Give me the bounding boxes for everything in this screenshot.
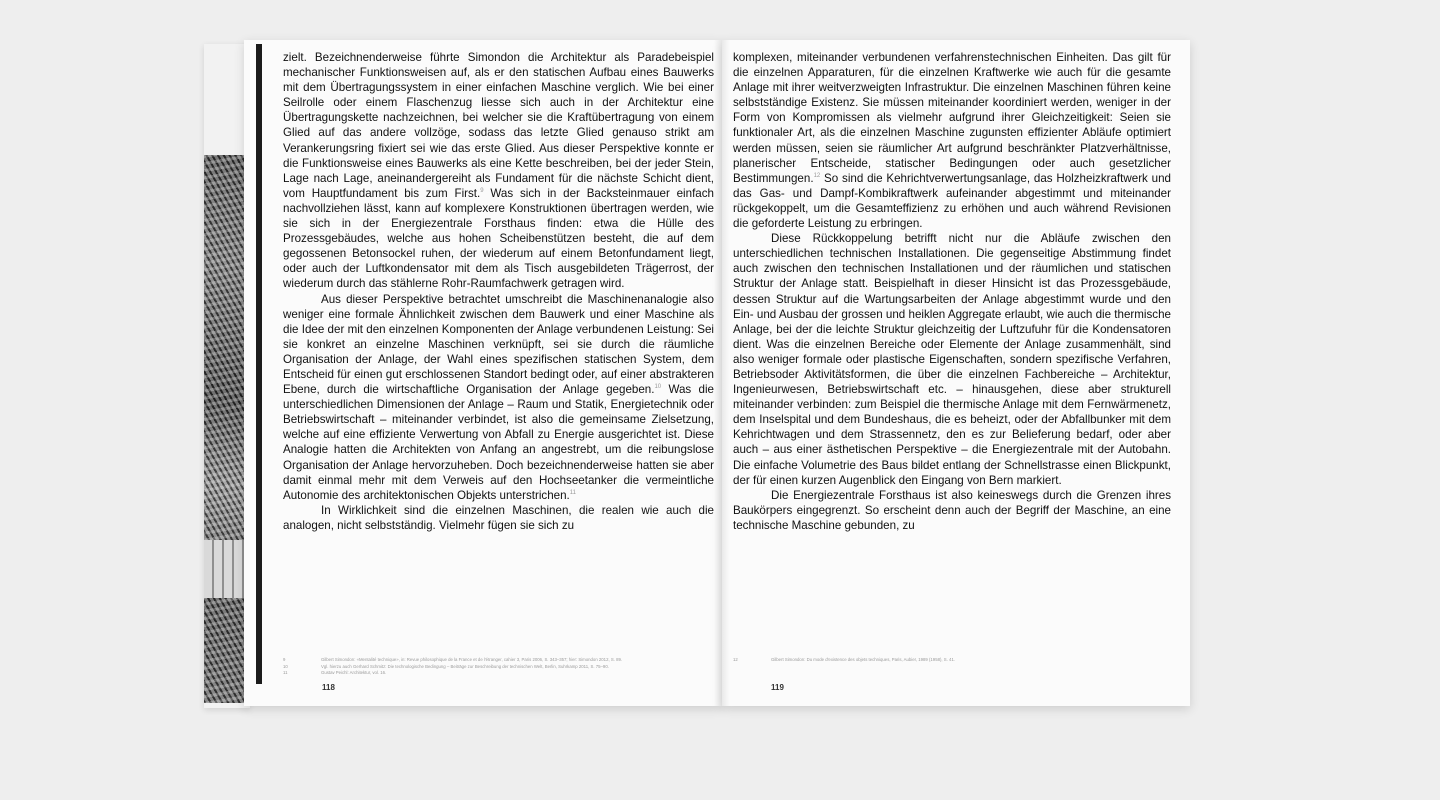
paragraph-text: Was sich in der Backsteinmauer einfach nachvollziehen lässt, kann auf komplexere Konstruktionen übertragen werden, wie sie sich in der Energiezentrale Forsthaus finden: etwa die Hülle des Prozessgebäudes, welche aus hohen Scheibenstützen besteht, die auf dem gegossenen Betonsockel ruhen, der wiederum auf einem Betonfundament liegt, oder auch der Luftkondensator mit dem als Tisch ausgebildeten Trägerrost, der wiederum durch das stählerne Rohr-Raumfachwerk getragen wird. — [283, 186, 714, 291]
footnote-text: Gustav Peichl: Architektur, vol. 16. — [321, 670, 387, 675]
footnote-reference: 11 — [569, 489, 577, 496]
paragraph-text: Was die unterschiedlichen Dimensionen der Anlage – Raum und Statik, Energietechnik oder Betriebswirtschaft – miteinander verbindet, ist also die gemeinsame Zielsetzung, welche auf eine effiziente Verwertung von Abfall zu Energie ausgerichtet ist. Diese Analogie hatten die Architekten von Anfang an angestrebt, um die reibungslose Organisation der Anlage hervorzuheben. Doch bezeichnenderweise hatten sie aber damit einmal mehr mit dem Verweis auf den Hochseetanker die vermeintliche Autonomie des architektonischen Objekts unterstrichen. — [283, 383, 714, 502]
left-footnotes — [283, 657, 711, 677]
footnote-number: 11 — [283, 670, 288, 675]
paragraph-text: So sind die Kehrichtverwertungsanlage, das Holzheizkraftwerk und das Gas- und Dampf-Kombikraftwerk aufeinander abgestimmt und miteinander rückgekoppelt, um die Gesamteffizienz zu erhöhen und auch während Revisionen die geforderte Leistung zu erbringen. — [733, 171, 1171, 231]
paragraph-text: Die Energiezentrale Forsthaus ist also keineswegs durch die Grenzen ihres Baukörpers eingegrenzt. So erscheint denn auch der Begriff der Maschine, an eine technische Maschine gebunden, zu — [733, 488, 1171, 532]
paragraph — [733, 50, 1171, 231]
paragraph — [283, 292, 714, 503]
left-page-body — [283, 50, 714, 533]
page-edge-bar — [256, 44, 262, 684]
footnote-reference: 10 — [654, 384, 662, 391]
footnote-text: Vgl. hierzu auch Gerhard Schmitz: Die technologische Bedingung – Beiträge zur Beschreibung der technischen Welt, Berlin, Suhrkamp 2011, S. 75–90. — [321, 663, 609, 669]
paragraph — [733, 231, 1171, 488]
building-photo-edge — [204, 155, 248, 703]
footnote-number: 9 — [283, 657, 286, 662]
paragraph — [283, 503, 714, 533]
footnote-reference: 12 — [813, 172, 821, 179]
footnote — [733, 657, 1171, 664]
paragraph — [733, 488, 1171, 533]
paragraph-text: zielt. Bezeichnenderweise führte Simondon die Architektur als Paradebeispiel mechanischer Funktionsweisen auf, als er den statischen Aufbau eines Bauwerks mit dem Übertragungssystem in einer einfachen Maschine verglich. Wie bei einer Seilrolle oder einem Flaschenzug liesse sich auch in der Architektur eine Übertragungskette nachzeichnen, bei welcher sie die Kraftübertragung von einem Glied auf das andere vollzöge, sodass das letzte Glied genauso strikt am Verankerungsring fixiert sei wie das erste Glied. Aus dieser Perspektive konnte er die Funktionsweise eines Bauwerks als eine Kette beschreiben, bei der jeder Stein, Lage nach Lage, aneinandergereiht als Fundament für die nächste Schicht dient, vom Hauptfundament bis zum First. — [283, 51, 714, 200]
paragraph-text: Diese Rückkoppelung betrifft nicht nur die Abläufe zwischen den unterschiedlichen technischen Installationen. Die gegenseitige Abstimmung findet auch zwischen den technischen Installationen und der räumlichen und statischen Struktur der Anlage statt. Beispielhaft in dieser Hinsicht ist das Prozessgebäude, dessen Struktur auf die Wartungsarbeiten der Anlage abgestimmt wurde und den Ein- und Ausbau der grossen und heiklen Aggregate erlaubt, wie auch die thermische Anlage, bei der die leichte Struktur gleichzeitig der Luftzufuhr für die Kondensatoren dient. Was die einzelnen Bereiche oder Elemente der Anlage zusammenhält, sind also weniger formale oder plastische Eigenschaften, sondern spezifische Verfahren, Betriebsoder Aktivitätsformen, die über die einzelnen Fachbereiche – Architektur, Ingenieurwesen, Betriebswirtschaft etc. – hinausgehen, diese aber strukturell miteinander verbinden: zum Beispiel die thermische Anlage mit dem Fernwärmenetz, dem Inselspital und dem Bundeshaus, die es beheizt, oder der Abfallbunker mit dem Kehrichtwagen und dem Strassennetz, den es zur Belieferung bedarf, oder aber auch – aus einer ästhetischen Perspektive – die Energiezentrale mit der Autobahn. Die einfache Volumetrie des Baus bildet entlang der Schnellstrasse einen Blickpunkt, der für einen kurzen Augenblick den Eingang von Bern markiert. — [733, 232, 1171, 487]
paragraph-text: In Wirklichkeit sind die einzelnen Maschinen, die realen wie auch die analogen, nicht selbstständig. Vielmehr fügen sie sich zu — [283, 503, 714, 532]
right-footnotes — [733, 657, 1171, 664]
footnote — [283, 670, 711, 677]
footnote-reference: 9 — [480, 187, 484, 194]
paragraph-text: Aus dieser Perspektive betrachtet umschreibt die Maschinenanalogie also weniger eine formale Ähnlichkeit zwischen dem Bauwerk und einer Maschine als die Idee der mit den einzelnen Komponenten der Anlage verbundenen Leistung: Sei sie konkret an einzelne Maschinen verknüpft, sei sie durch die räumliche Organisation der Anlage, der Wahl eines spezifischen statischen System, dem Entscheid für einen gut erschlossenen Standort bedingt oder, auf einer abstrakteren Ebene, durch die wirtschaftliche Organisation der Anlage gegeben. — [283, 292, 714, 397]
right-page-body — [733, 50, 1171, 533]
page-number-left: 118 — [322, 683, 335, 692]
footnote-number: 12 — [733, 657, 738, 662]
paragraph — [283, 50, 714, 292]
paragraph-text: komplexen, miteinander verbundenen verfahrenstechnischen Einheiten. Das gilt für die einzelnen Apparaturen, für die einzelnen Kraftwerke wie auch für die gesamte Anlage mit ihrer weitverzweigten Infrastruktur. Die einzelnen Maschinen führen keine selbstständige Existenz. Sie müssen miteinander koordiniert werden, weniger in der Form von Kompromissen als vielmehr aufgrund ihrer Gleichzeitigkeit: Seien sie funktionaler Art, als die einzelnen Maschine zugunsten effizienter Abläufe optimiert werden müssen, seien sie räumlicher Art aufgrund beschränkter Platzverhältnisse, planerischer Entscheide, statischer Bedingungen oder auch gesetzlicher Bestimmungen. — [733, 51, 1171, 185]
footnote-text: Gilbert Simondon: «Mentalité technique», in: Revue philosophique de la France et de l'étranger, cahier 3, Paris 2006, S. 343–357; hier: Simondon 2012, S. 89. — [321, 657, 623, 662]
footnote-number: 10 — [283, 663, 288, 669]
page-number-right: 119 — [771, 683, 784, 692]
book-gutter — [714, 40, 730, 706]
photo-facade-detail — [204, 540, 248, 598]
footnote-text: Gilbert Simondon: Du mode d'existence des objets techniques, Paris, Aubier, 1989 (1958), S. 41. — [771, 657, 956, 662]
